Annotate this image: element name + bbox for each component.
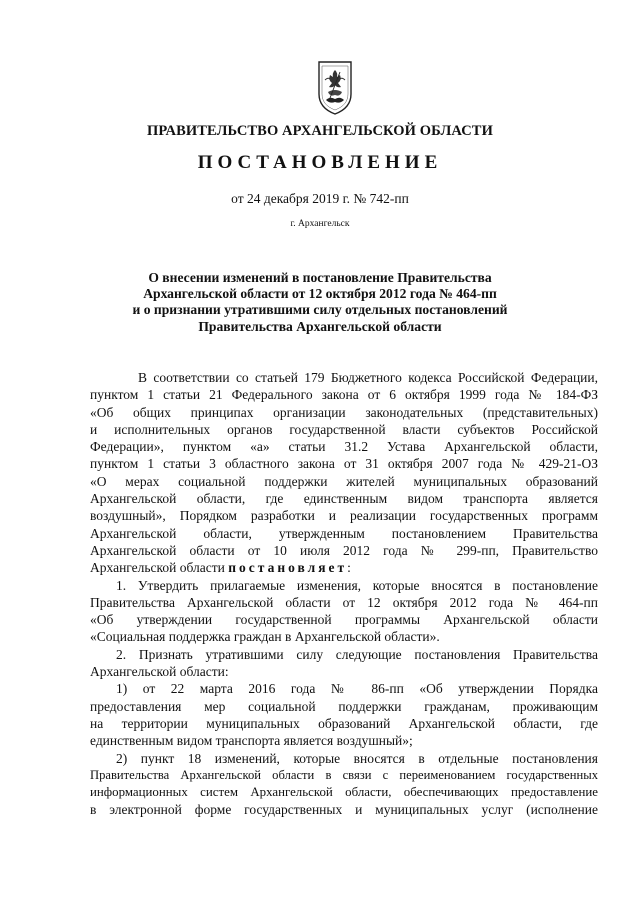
document-title [90, 270, 550, 335]
coat-of-arms-icon [316, 60, 354, 116]
body-line: 2) пункт 18 изменений, которые вносятся в отдельные постановления [116, 750, 598, 766]
decree-word: постановляет [228, 560, 348, 576]
body-line: в электронной форме государственных и муниципальных услуг (исполнение [90, 802, 598, 818]
title-line: Правительства Архангельской области [198, 318, 442, 334]
body-line: В соответствии со статьей 179 Бюджетного кодекса Российской Федерации, [138, 370, 598, 385]
body-line: предоставления мер социальной поддержки гражданам, проживающим [90, 698, 598, 714]
body-line: Архангельской области, утвержденным постановлением Правительства [90, 525, 598, 541]
body-line: Правительства Архангельской области в связи с переименованием государственных [90, 767, 598, 782]
body-line: пунктом 1 статьи 3 областного закона от 31 октября 2007 года № 429-21-ОЗ [90, 456, 598, 472]
body-line: Федерации», пунктом «а» статьи 31.2 Устава Архангельской области, [90, 439, 598, 455]
body-line: Архангельской области: [90, 664, 229, 680]
government-name: ПРАВИТЕЛЬСТВО АРХАНГЕЛЬСКОЙ ОБЛАСТИ [147, 123, 493, 139]
body-line: пунктом 1 статьи 21 Федерального закона от 6 октября 1999 года № 184-ФЗ [90, 387, 598, 403]
body-line: Правительства Архангельской области от 12 октября 2012 года № 464-пп [90, 594, 598, 610]
body-line: «Социальная поддержка граждан в Архангельской области». [90, 629, 440, 645]
body-line: на территории муниципальных образований Архангельской области, где [90, 715, 598, 731]
decree-line [90, 559, 598, 576]
body-line: «Об утверждении государственной программы Архангельской области [90, 612, 598, 628]
decree-colon: : [347, 560, 351, 576]
body-line: 1. Утвердить прилагаемые изменения, которые вносятся в постановление [116, 577, 598, 593]
body-line: единственным видом транспорта является воздушный»; [90, 733, 413, 749]
document-type: ПОСТАНОВЛЕНИЕ [197, 152, 443, 173]
body-line: «Об общих принципах организации законодательных (представительных) [90, 404, 598, 420]
body-line: 2. Признать утратившими силу следующие постановления Правительства [116, 646, 598, 662]
body-line: Архангельской области [90, 560, 225, 576]
title-line: и о признании утратившими силу отдельных постановлений [132, 302, 508, 318]
date-and-number: от 24 декабря 2019 г. № 742-пп [231, 191, 409, 206]
city: г. Архангельск [290, 219, 350, 229]
body-line: воздушный», Порядком разработки и реализации государственных программ [90, 508, 598, 524]
body-line: 1) от 22 марта 2016 года № 86-пп «Об утверждении Порядка [116, 681, 598, 697]
body-line: «О мерах социальной поддержки жителей муниципальных образований [90, 473, 598, 489]
document-body [90, 369, 598, 819]
title-line: Архангельской области от 12 октября 2012 года № 464-пп [143, 286, 497, 302]
title-line: О внесении изменений в постановление Правительства [148, 270, 492, 285]
body-line: информационных систем Архангельской области, обеспечивающих предоставление [90, 785, 598, 800]
body-line: Архангельской области, где единственным видом транспорта является [90, 491, 598, 507]
body-line: и исполнительных органов государственной власти субъектов Российской [90, 421, 598, 437]
body-line: Архангельской области от 10 июля 2012 года № 299-пп, Правительство [90, 542, 598, 558]
